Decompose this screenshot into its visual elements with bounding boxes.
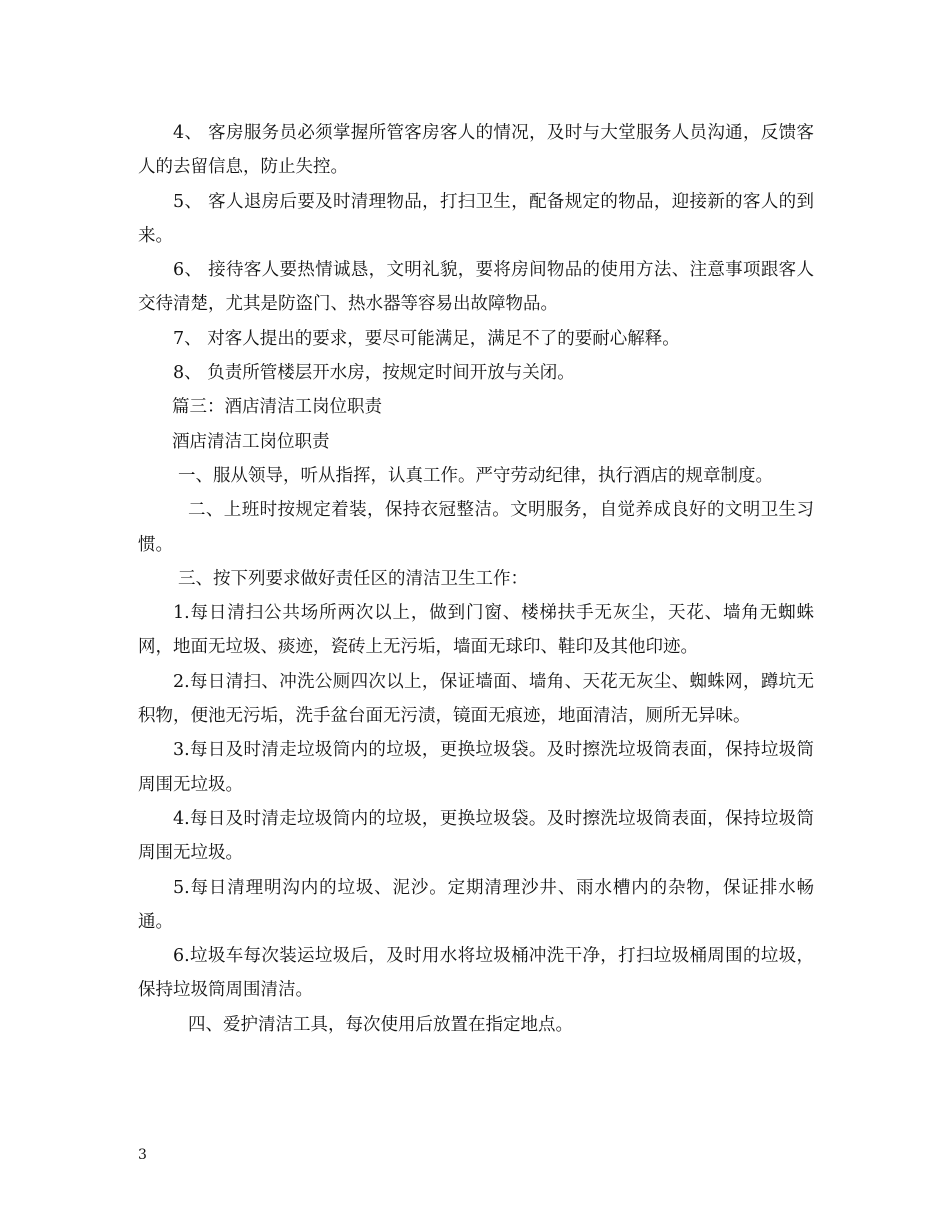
cleaning-rule-2: 2.每日清扫、冲洗公厕四次以上，保证墙面、墙角、天花无灰尘、蜘蛛网，蹲坑无积物，便池无污垢，洗手盆台面无污渍，镜面无痕迹，地面清洁，厕所无异味。 [138,671,814,727]
cleaning-rule-3: 3.每日及时清走垃圾筒内的垃圾，更换垃圾袋。及时擦洗垃圾筒表面，保持垃圾筒周围无垃圾。 [138,740,814,795]
paragraph-item-6: 6、 接待客人要热情诚恳，文明礼貌，要将房间物品的使用方法、注意事项跟客人交待清楚，尤其是防盗门、热水器等容易出故障物品。 [138,260,814,315]
cleaning-rule-4: 4.每日及时清走垃圾筒内的垃圾，更换垃圾袋。及时擦洗垃圾筒表面，保持垃圾筒周围无垃圾。 [138,808,814,864]
document-body [138,116,814,1042]
page-number: 3 [138,1147,147,1163]
section-title: 酒店清洁工岗位职责 [172,431,330,452]
cleaning-rule-6: 6.垃圾车每次装运垃圾后，及时用水将垃圾桶冲洗干净，打扫垃圾桶周围的垃圾，保持垃圾筒周围清洁。 [138,946,814,1001]
duty-paragraph-4: 四、爱护清洁工具，每次使用后放置在指定地点。 [188,1014,573,1035]
duty-paragraph-2: 二、上班时按规定着装，保持衣冠整洁。文明服务，自觉养成良好的文明卫生习惯。 [138,500,814,555]
cleaning-rule-5: 5.每日清理明沟内的垃圾、泥沙。定期清理沙井、雨水槽内的杂物，保证排水畅通。 [138,877,814,932]
paragraph-item-8: 8、 负责所管楼层开水房，按规定时间开放与关闭。 [173,363,575,384]
duty-paragraph-3: 三、按下列要求做好责任区的清洁卫生工作： [178,568,528,589]
duty-paragraph-1: 一、服从领导，听从指挥，认真工作。严守劳动纪律，执行酒店的规章制度。 [178,465,773,486]
paragraph-item-5: 5、 客人退房后要及时清理物品，打扫卫生，配备规定的物品，迎接新的客人的到来。 [138,191,814,246]
cleaning-rule-1: 1.每日清扫公共场所两次以上，做到门窗、楼梯扶手无灰尘，天花、墙角无蜘蛛网，地面无垃圾、痰迹，瓷砖上无污垢，墙面无球印、鞋印及其他印迹。 [138,603,814,658]
paragraph-item-4: 4、 客房服务员必须掌握所管客房客人的情况，及时与大堂服务人员沟通，反馈客人的去留信息，防止失控。 [138,123,814,178]
paragraph-item-7: 7、 对客人提出的要求，要尽可能满足，满足不了的要耐心解释。 [173,328,680,349]
section-heading: 篇三：酒店清洁工岗位职责 [172,397,382,418]
